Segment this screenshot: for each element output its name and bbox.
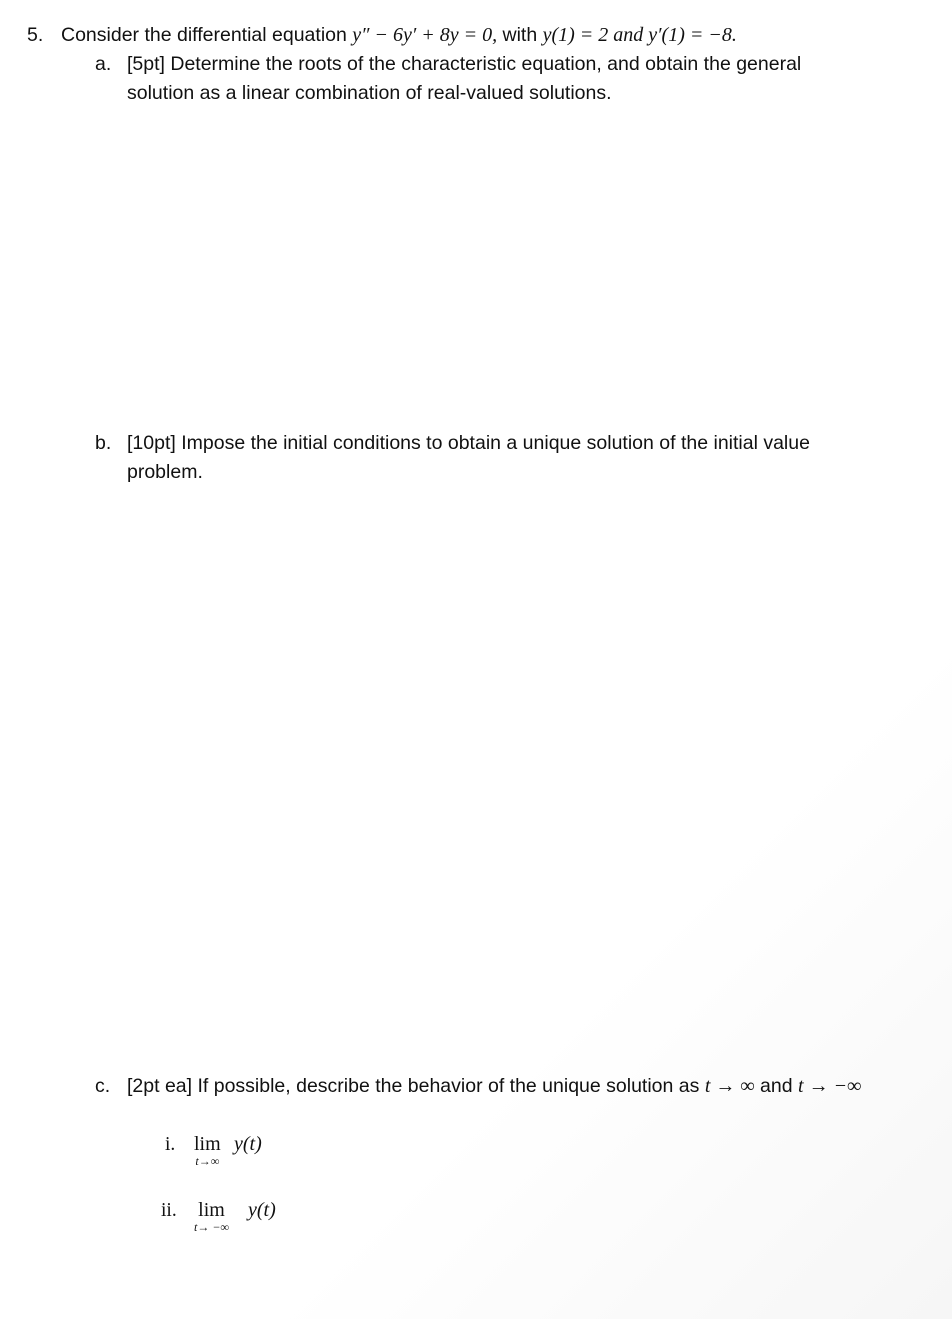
part-c-and-text: and bbox=[754, 1075, 799, 1097]
part-a-line1 bbox=[127, 52, 801, 76]
limit-positive-infinity: t → ∞ bbox=[704, 1075, 755, 1097]
initial-conditions: y(1) = 2 and y′(1) = −8. bbox=[542, 24, 737, 46]
differential-equation: y″ − 6y′ + 8y = 0, bbox=[352, 24, 498, 46]
part-c-points: [2pt ea] bbox=[127, 1075, 193, 1097]
item-ii-lim-word: lim bbox=[198, 1199, 225, 1221]
question-statement bbox=[61, 23, 737, 47]
part-b-text-1: Impose the initial conditions to obtain a unique solution of the initial value bbox=[175, 432, 810, 454]
item-ii-lim-subscript: t→ −∞ bbox=[194, 1220, 229, 1234]
item-i-lim-word: lim bbox=[194, 1133, 221, 1155]
question-number: 5. bbox=[27, 24, 44, 46]
item-ii-limit bbox=[194, 1199, 229, 1233]
item-i-limit bbox=[194, 1133, 221, 1167]
part-a-text-1: Determine the roots of the characteristic equation, and obtain the general bbox=[164, 53, 802, 75]
limit-negative-infinity: t → −∞ bbox=[798, 1075, 862, 1097]
part-c-line bbox=[127, 1074, 861, 1098]
part-c-text: If possible, describe the behavior of the unique solution as bbox=[192, 1075, 705, 1097]
with-text: with bbox=[497, 24, 543, 46]
part-b-line1 bbox=[127, 431, 810, 455]
part-c-label: c. bbox=[95, 1075, 111, 1097]
part-b-label: b. bbox=[95, 432, 112, 454]
item-i-lim-subscript: t→∞ bbox=[195, 1154, 220, 1168]
part-b-line2: problem. bbox=[127, 461, 203, 483]
question-intro-text: Consider the differential equation bbox=[61, 24, 353, 46]
part-a-label: a. bbox=[95, 53, 112, 75]
part-a-points: [5pt] bbox=[127, 53, 165, 75]
part-a-line2: solution as a linear combination of real-valued solutions. bbox=[127, 82, 612, 104]
item-ii-expression: y(t) bbox=[248, 1199, 276, 1221]
item-i-expression: y(t) bbox=[234, 1133, 262, 1155]
part-b-points: [10pt] bbox=[127, 432, 176, 454]
item-i-label: i. bbox=[165, 1134, 176, 1155]
item-ii-label: ii. bbox=[161, 1200, 177, 1221]
